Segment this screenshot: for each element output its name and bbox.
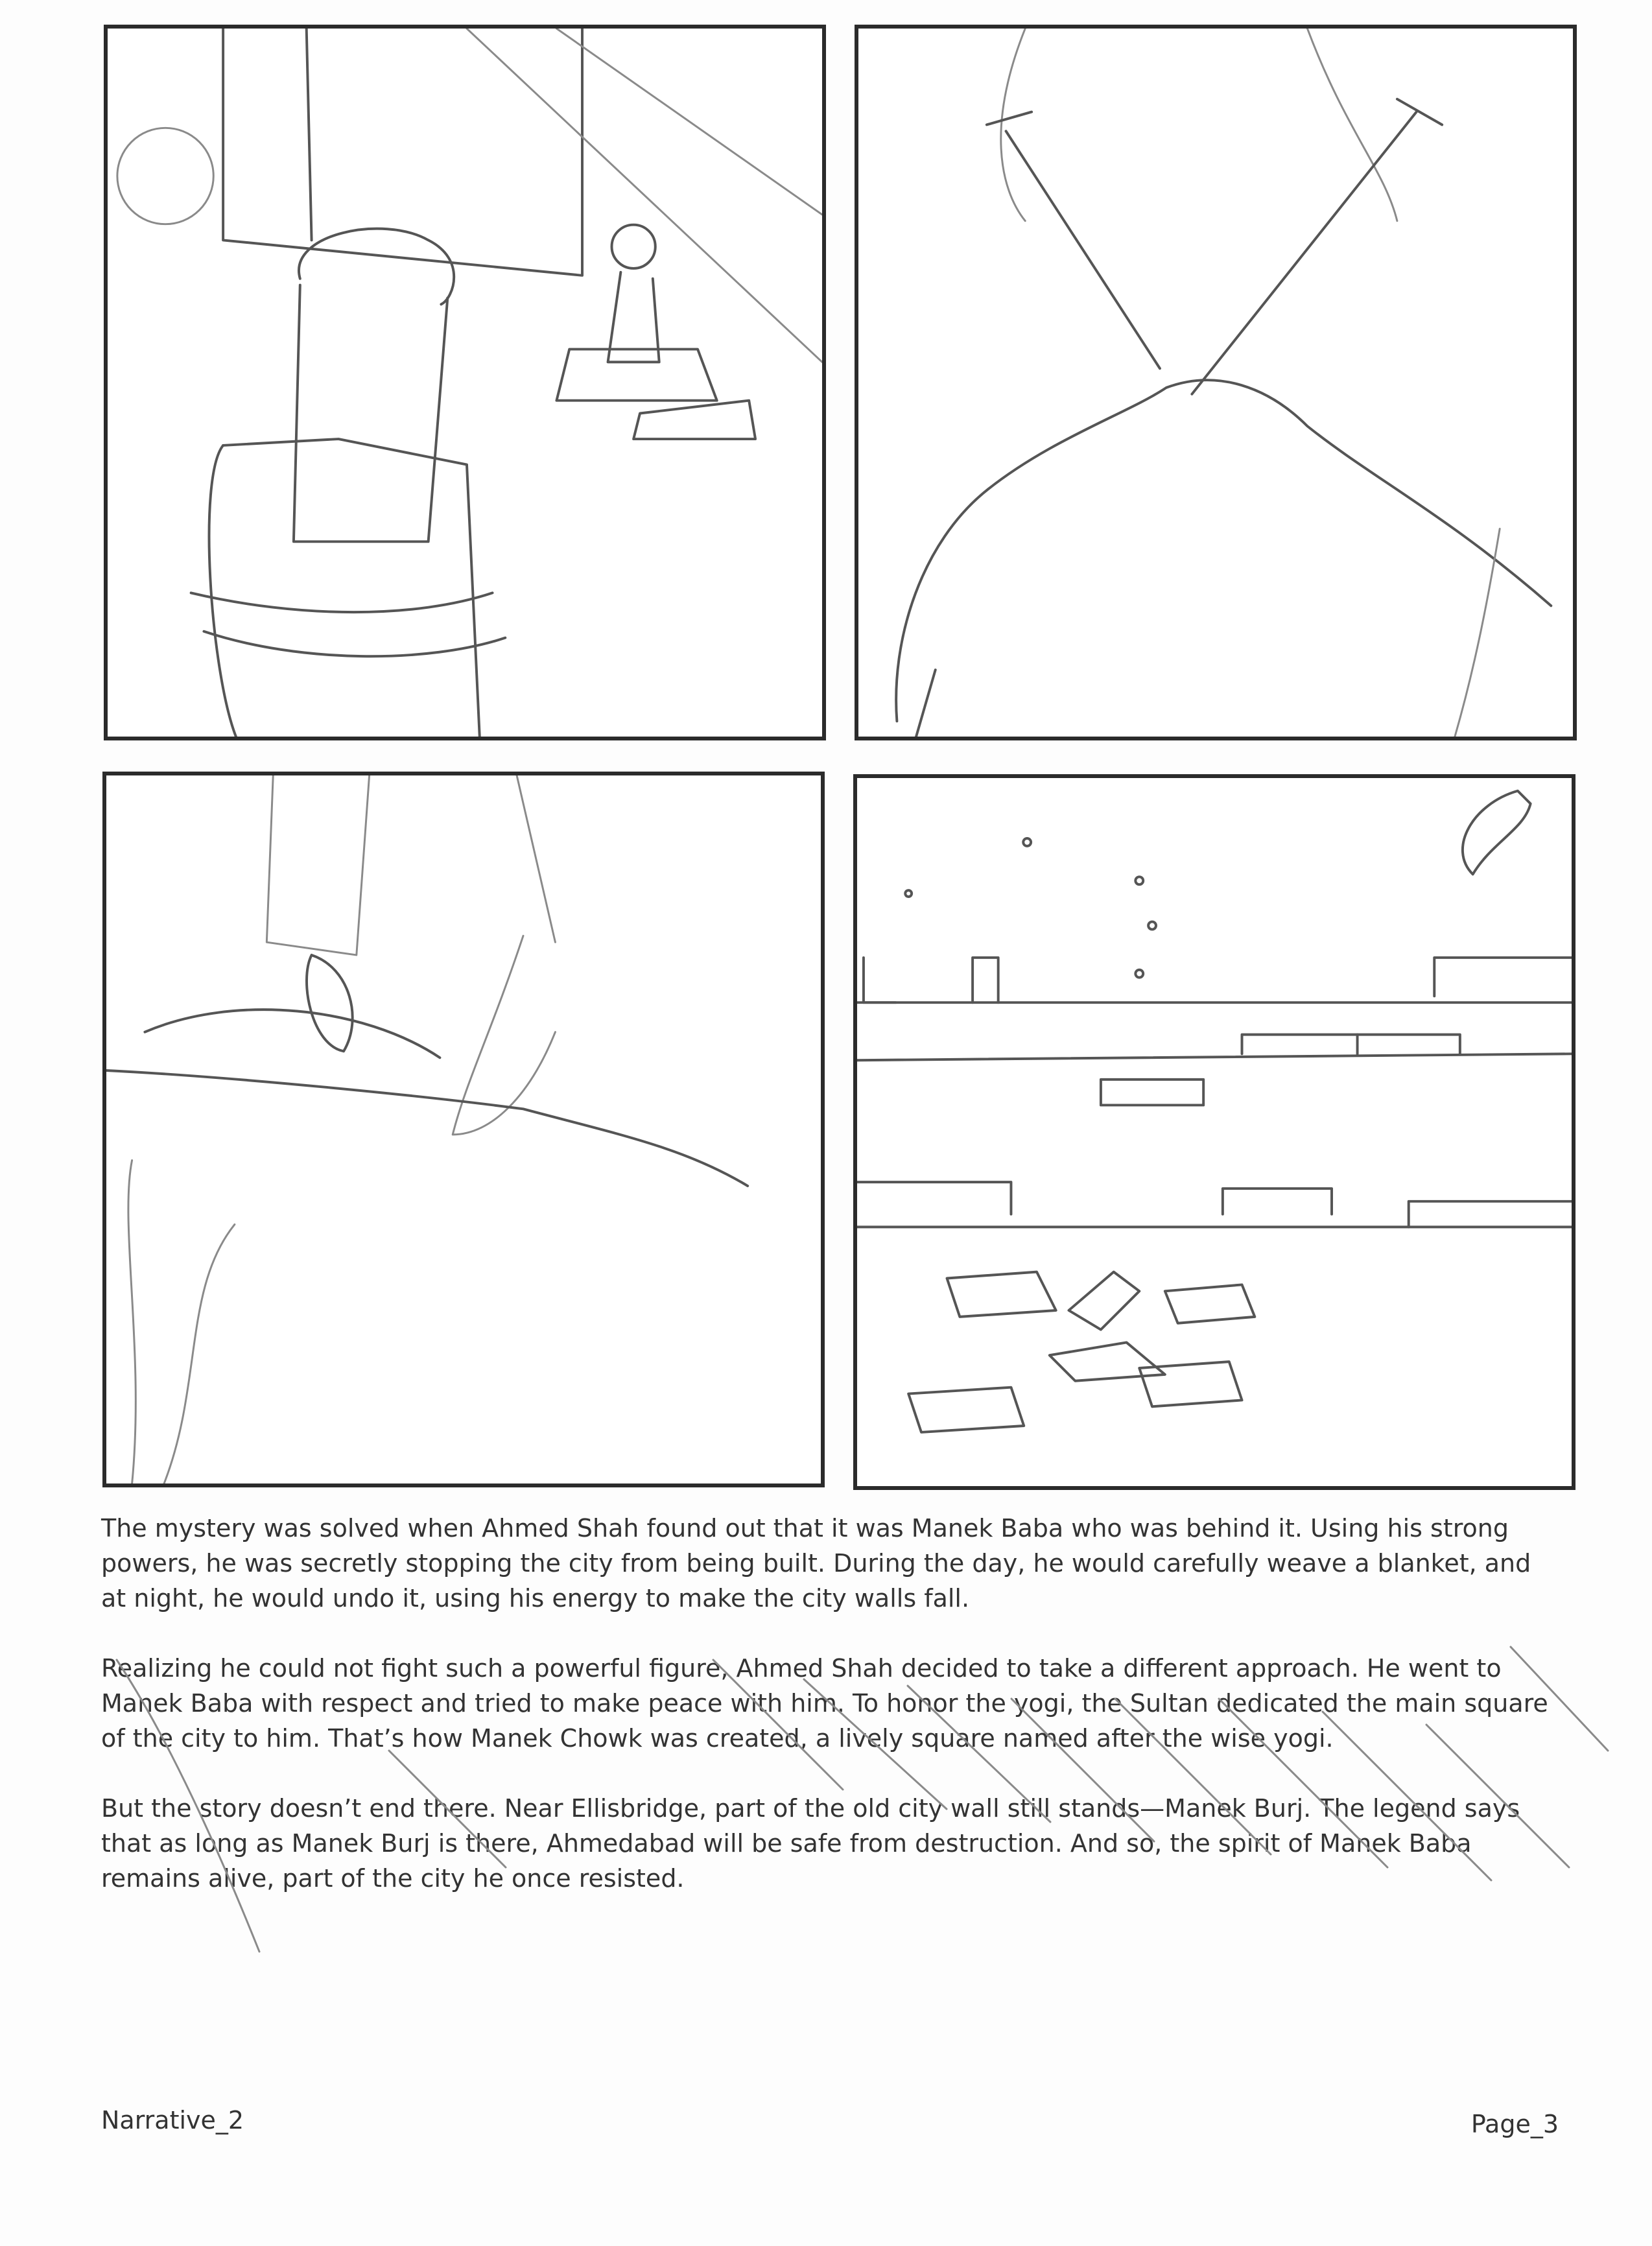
panel-3-unweaving [102,772,825,1487]
narrative-paragraph: But the story doesn’t end there. Near Ellisbridge, part of the old city wall still stands—Manek Burj. The legend says that as long as Manek Burj is there, Ahmedabad will be safe from destruction. And so, the spirit of Manek Baba remains alive, part of the city he once resisted. [101,1794,1520,1893]
panel-2-weaving-needles [855,25,1577,740]
panel-1-sultan-and-yogi [104,25,826,740]
panel-4-sketch [857,778,1572,1486]
narrative-text [101,1511,1560,1931]
footer-narrative-label: Narrative_2 [101,2106,244,2134]
narrative-paragraph: The mystery was solved when Ahmed Shah found out that it was Manek Baba who was behind it. Using his strong powers, he was secretly stopping the city from being built. During the day, he would carefully weave a blanket, and at night, he would undo it, using his energy to make the city walls fall. [101,1514,1531,1613]
panel-2-sketch [858,29,1573,737]
narrative-paragraph: Realizing he could not fight such a powerful figure, Ahmed Shah decided to take a different approach. He went to Manek Baba with respect and tried to make peace with him. To honor the yogi, the Sultan dedicated the main square of the city to him. That’s how Manek Chowk was created, a lively square named after the wise yogi. [101,1654,1548,1753]
panel-1-sketch [108,29,822,737]
panel-3-sketch [106,775,821,1484]
footer-page-number: Page_3 [1470,2110,1559,2138]
panel-4-fallen-walls [853,774,1575,1490]
